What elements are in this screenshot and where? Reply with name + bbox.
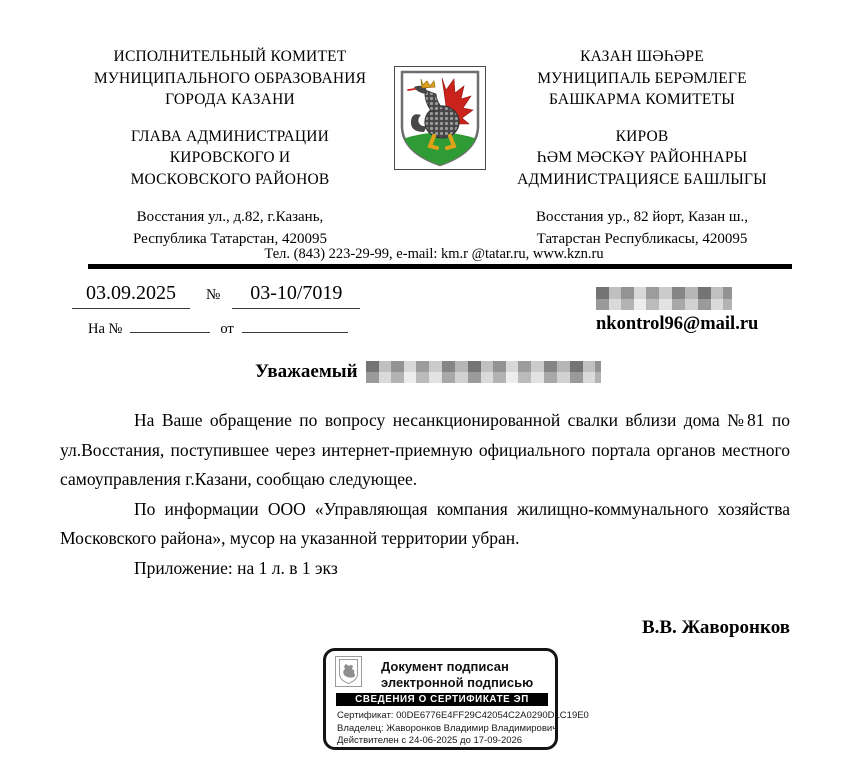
stamp-certificate-info bbox=[337, 710, 589, 748]
title-line: КИРОВСКОГО И bbox=[169, 149, 291, 166]
e-signature-stamp bbox=[323, 648, 589, 750]
signatory-name: В.В. Жаворонков bbox=[641, 617, 790, 638]
letter-body bbox=[60, 406, 790, 583]
zilant-emblem-icon bbox=[394, 66, 486, 170]
letter-number: 03-10/7019 bbox=[232, 282, 360, 309]
reference-line bbox=[72, 282, 360, 309]
body-paragraph: На Ваше обращение по вопросу несанкционированной свалки вблизи дома №81 по ул.Восстания, поступившее через интернет-приемную официального портала органов местного самоуправления г.Казани, сообщаю следующее. bbox=[60, 410, 790, 489]
title-line: АДМИНИСТРАЦИЯСЕ БАШЛЫГЫ bbox=[517, 170, 767, 188]
address-line: Республика Татарстан, 420095 bbox=[133, 230, 327, 247]
stamp-certificate-number: Сертификат: 00DE6776E4FF29C42054C2A0290D1C19E0 bbox=[337, 710, 589, 721]
reply-reference-line bbox=[88, 318, 348, 338]
attachment-note: Приложение: на 1 л. в 1 экз bbox=[134, 557, 338, 578]
salutation-greeting: Уважаемый bbox=[255, 361, 358, 382]
address-line: Восстания ур., 82 йорт, Казан ш., bbox=[536, 209, 748, 225]
stamp-owner: Владелец: Жаворонков Владимир Владимирович bbox=[337, 722, 558, 734]
letterhead-left bbox=[62, 46, 398, 250]
addressee-email: nkontrol96@mail.ru bbox=[596, 314, 759, 334]
address-tt bbox=[482, 207, 802, 250]
kazan-coat-of-arms bbox=[394, 66, 486, 170]
body-paragraph: По информации ООО «Управляющая компания жилищно-коммунального хозяйства Московского района», мусор на указанной территории убран. bbox=[60, 498, 790, 548]
reply-date-blank bbox=[242, 318, 348, 333]
org-line: БАШКАРМА КОМИТЕТЫ bbox=[549, 91, 735, 108]
stamp-certificate-bar: СВЕДЕНИЯ О СЕРТИФИКАТЕ ЭП bbox=[336, 693, 548, 706]
org-line: ИСПОЛНИТЕЛЬНЫЙ КОМИТЕТ bbox=[113, 48, 347, 65]
stamp-title-line: электронной подписью bbox=[381, 674, 534, 690]
office-title-ru bbox=[62, 126, 398, 191]
stamp-emblem-box bbox=[335, 656, 362, 687]
org-line: МУНИЦИПАЛЬ БЕРӘМЛЕГЕ bbox=[537, 69, 747, 87]
title-line: ҺӘМ МӘСКӘҮ РАЙОННАРЫ bbox=[536, 149, 748, 166]
stamp-title bbox=[381, 659, 533, 690]
redacted-salutation-name bbox=[366, 361, 601, 383]
salutation bbox=[255, 361, 601, 383]
org-name-ru bbox=[62, 46, 398, 111]
title-line: КИРОВ bbox=[615, 127, 669, 145]
title-line: ГЛАВА АДМИНИСТРАЦИИ bbox=[130, 127, 330, 145]
org-line: МУНИЦИПАЛЬНОГО ОБРАЗОВАНИЯ bbox=[93, 69, 367, 87]
office-title-tt bbox=[482, 126, 802, 191]
stamp-zilant-icon bbox=[338, 658, 359, 685]
address-line: Татарстан Республикасы, 420095 bbox=[536, 230, 748, 247]
address-ru bbox=[62, 207, 398, 250]
address-line: Восстания ул., д.82, г.Казань, bbox=[136, 209, 324, 225]
addressee-block bbox=[596, 287, 796, 335]
letter-date: 03.09.2025 bbox=[72, 282, 190, 309]
title-line: МОСКОВСКОГО РАЙОНОВ bbox=[130, 170, 330, 188]
stamp-validity: Действителен с 24-06-2025 до 17-09-2026 bbox=[337, 735, 523, 746]
letterhead-rule bbox=[88, 264, 792, 269]
reply-from-label: от bbox=[220, 321, 234, 337]
stamp-title-line: Документ подписан bbox=[381, 659, 509, 674]
org-line: ГОРОДА КАЗАНИ bbox=[165, 91, 295, 108]
number-sign: № bbox=[206, 287, 221, 303]
org-line: КАЗАН ШӘҺӘРЕ bbox=[580, 48, 704, 65]
letterhead-right bbox=[482, 46, 802, 250]
reply-label: На № bbox=[88, 321, 123, 337]
contact-line: Тел. (843) 223-29-99, e-mail: km.r @tatar.ru, www.kzn.ru bbox=[264, 246, 604, 262]
org-name-tt bbox=[482, 46, 802, 111]
redacted-addressee-name bbox=[596, 287, 732, 310]
reply-number-blank bbox=[130, 318, 210, 333]
